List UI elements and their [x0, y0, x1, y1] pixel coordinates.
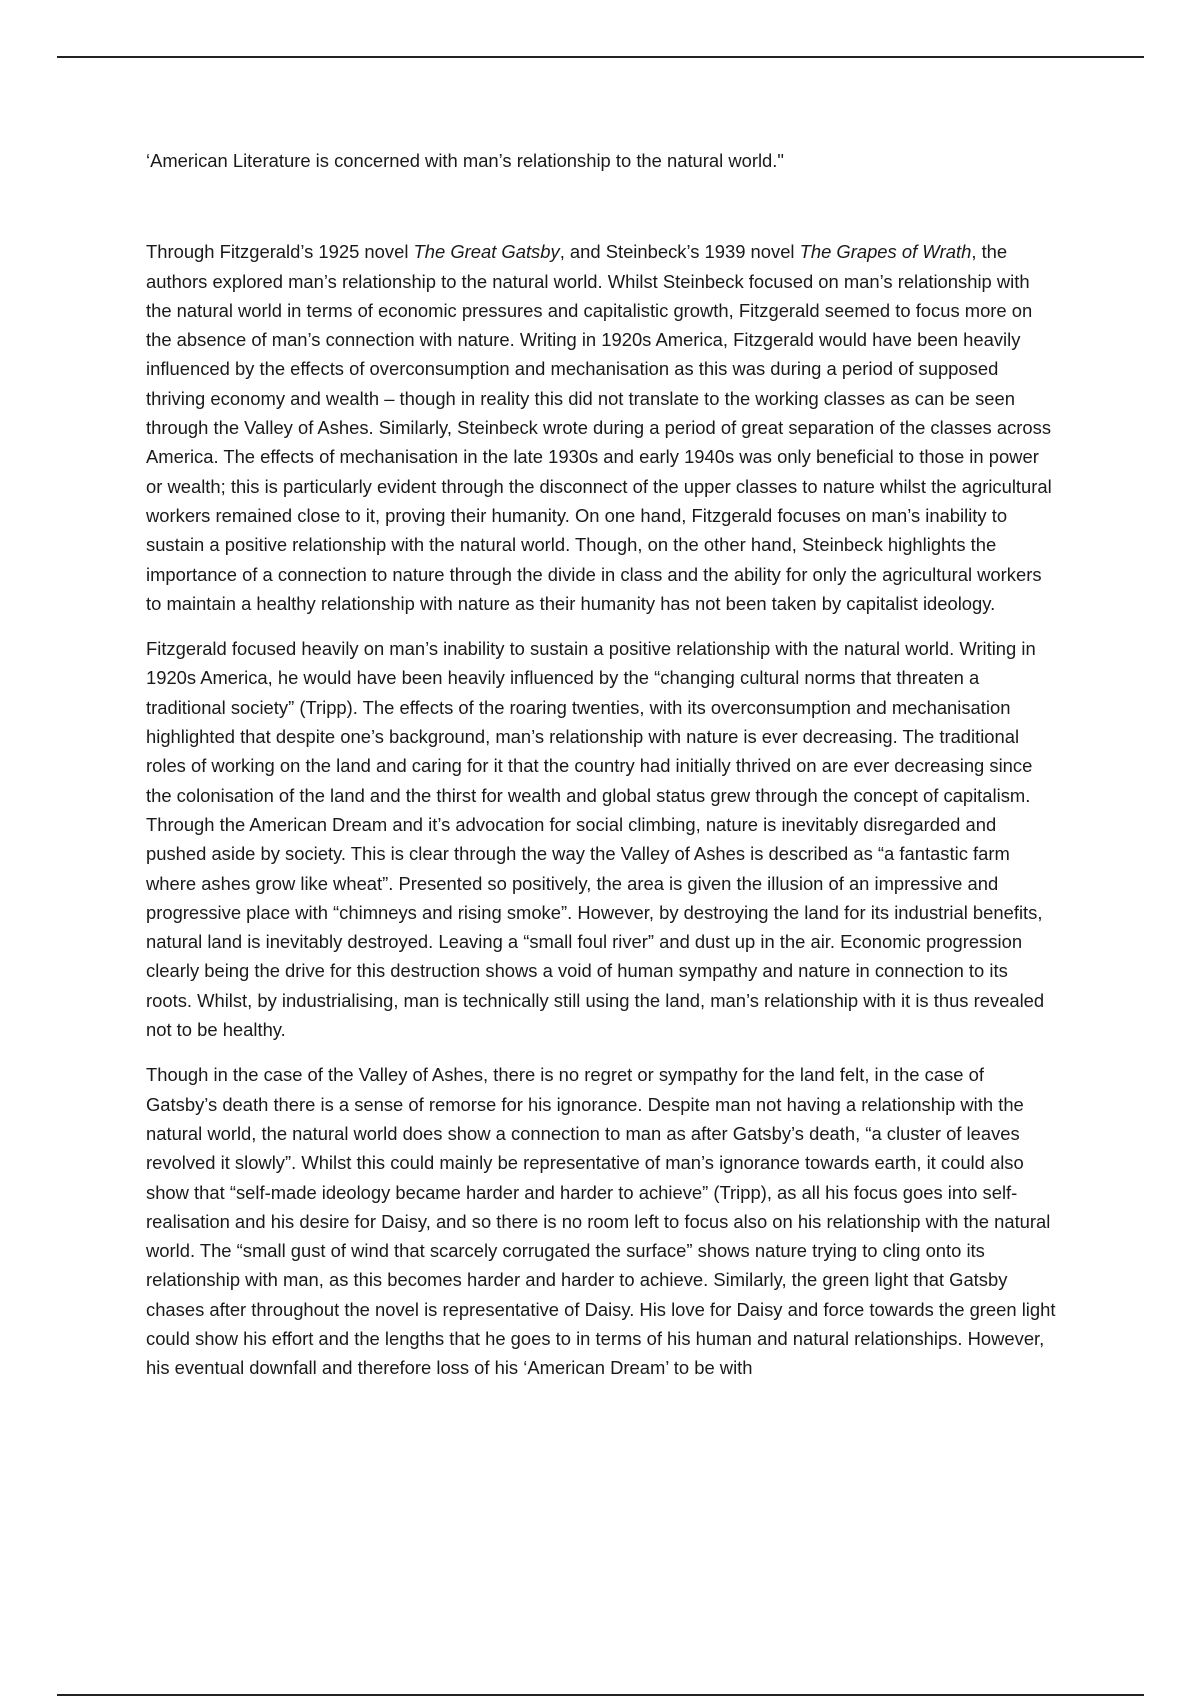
- book-title-grapes-of-wrath: The Grapes of Wrath: [799, 241, 972, 263]
- intro-text-2: , and Steinbeck’s 1939 novel: [559, 241, 800, 263]
- essay-title: ‘American Literature is concerned with man’s relationship to the natural world.": [146, 150, 784, 171]
- paragraph-intro: [146, 237, 1058, 618]
- intro-text-1: Through Fitzgerald’s 1925 novel: [146, 241, 414, 263]
- header-rule: [57, 56, 1144, 58]
- document-body: [146, 146, 1058, 1399]
- footer-rule: [57, 1694, 1144, 1696]
- paragraph-fitzgerald: Fitzgerald focused heavily on man’s inability to sustain a positive relationship with the natural world. Writing in 1920s America, he would have been heavily influenced by the “changing cultural norms that threaten a traditional society” (Tripp). The effects of the roaring twenties, with its overconsumption and mechanisation highlighted that despite one’s background, man’s relationship with nature is ever decreasing. The traditional roles of working on the land and caring for it that the country had initially thrived on are ever decreasing since the colonisation of the land and the thirst for wealth and global status grew through the concept of capitalism. Through the American Dream and it’s advocation for social climbing, nature is inevitably disregarded and pushed aside by society. This is clear through the way the Valley of Ashes is described as “a fantastic farm where ashes grow like wheat”. Presented so positively, the area is given the illusion of an impressive and progressive place with “chimneys and rising smoke”. However, by destroying the land for its industrial benefits, natural land is inevitably destroyed. Leaving a “small foul river” and dust up in the air. Economic progression clearly being the drive for this destruction shows a void of human sympathy and nature in connection to its roots. Whilst, by industrialising, man is technically still using the land, man’s relationship with it is thus revealed not to be healthy.: [146, 638, 1045, 1041]
- intro-text-3: , the authors explored man’s relationship to the natural world. Whilst Steinbeck focused on man’s relationship with the natural world in terms of economic pressures and capitalistic growth, Fitzgerald seemed to focus more on the absence of man’s connection with nature. Writing in 1920s America, Fitzgerald would have been heavily influenced by the effects of overconsumption and mechanisation as this was during a period of supposed thriving economy and wealth – though in reality this did not translate to the working classes as can be seen through the Valley of Ashes. Similarly, Steinbeck wrote during a period of great separation of the classes across America. The effects of mechanisation in the late 1930s and early 1940s was only beneficial to those in power or wealth; this is particularly evident through the disconnect of the upper classes to nature whilst the agricultural workers remained close to it, proving their humanity. On one hand, Fitzgerald focuses on man’s inability to sustain a positive relationship with the natural world. Though, on the other hand, Steinbeck highlights the importance of a connection to nature through the divide in class and the ability for only the agricultural workers to maintain a healthy relationship with nature as their humanity has not been taken by capitalist ideology.: [146, 241, 1052, 614]
- paragraph-gatsby-death: Though in the case of the Valley of Ashes, there is no regret or sympathy for the land felt, in the case of Gatsby’s death there is a sense of remorse for his ignorance. Despite man not having a relationship with the natural world, the natural world does show a connection to man as after Gatsby’s death, “a cluster of leaves revolved it slowly”. Whilst this could mainly be representative of man’s ignorance towards earth, it could also show that “self-made ideology became harder and harder to achieve” (Tripp), as all his focus goes into self-realisation and his desire for Daisy, and so there is no room left to focus also on his relationship with the natural world. The “small gust of wind that scarcely corrugated the surface” shows nature trying to cling onto its relationship with man, as this becomes harder and harder to achieve. Similarly, the green light that Gatsby chases after throughout the novel is representative of Daisy. His love for Daisy and force towards the green light could show his effort and the lengths that he goes to in terms of his human and natural relationships. However, his eventual downfall and therefore loss of his ‘American Dream’ to be with: [146, 1064, 1056, 1379]
- book-title-great-gatsby: The Great Gatsby: [413, 241, 560, 263]
